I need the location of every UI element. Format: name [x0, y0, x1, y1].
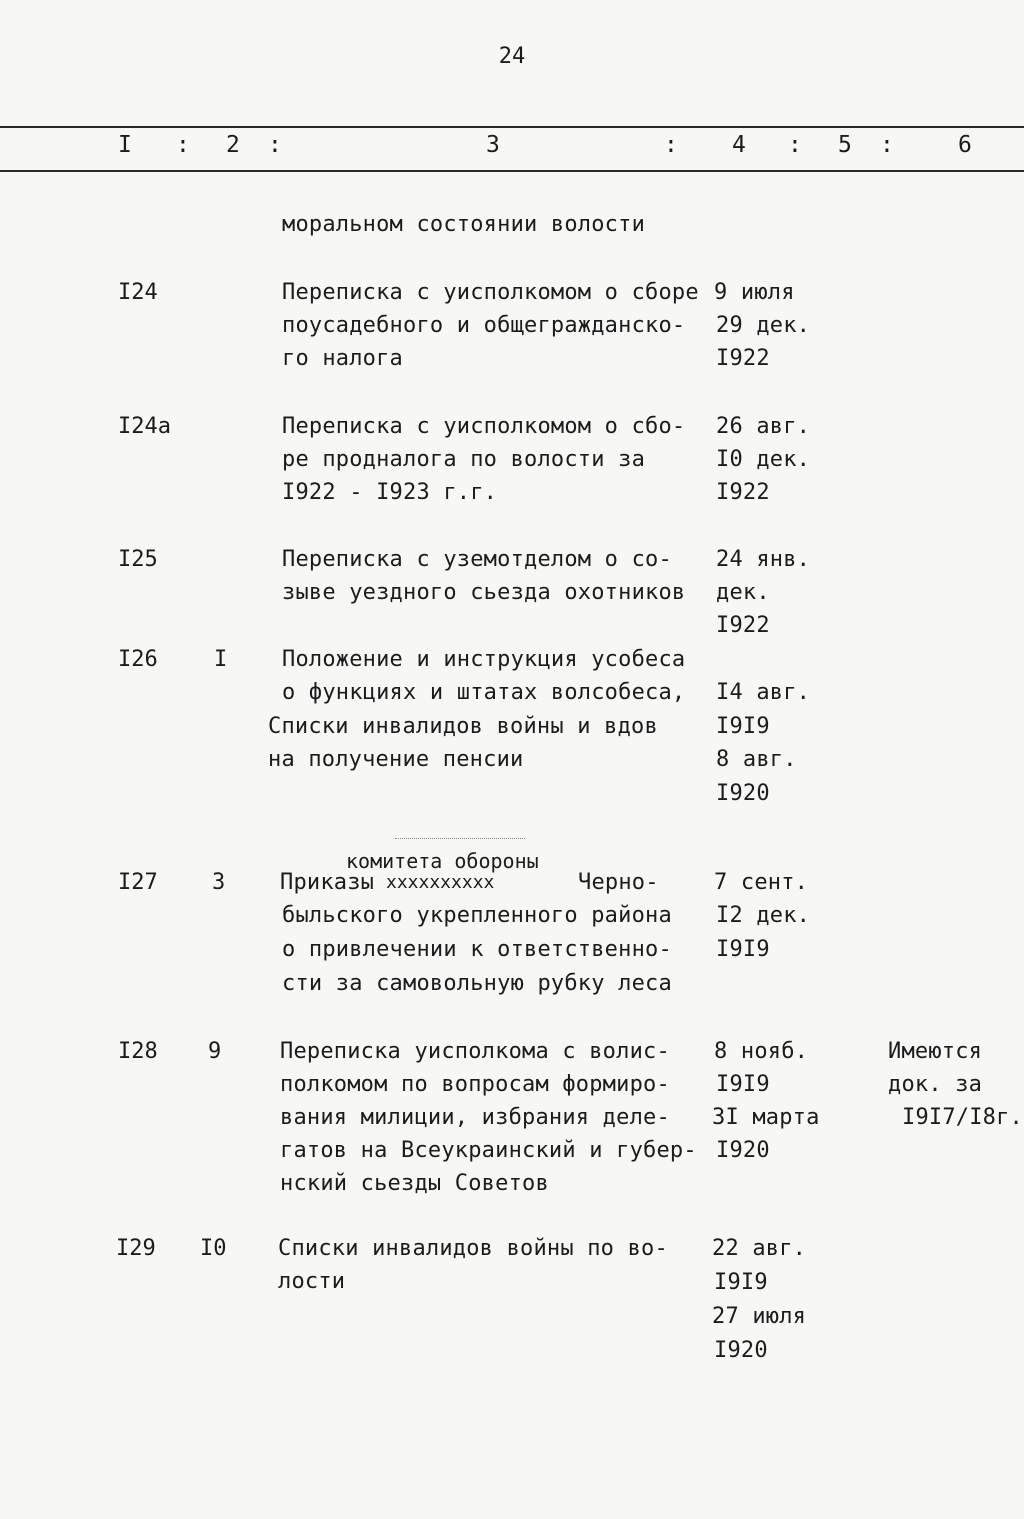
col-separator: : — [788, 132, 802, 158]
case-title-line: на получение пенсии — [268, 747, 524, 772]
case-date-line: дек. — [716, 580, 770, 605]
case-date-line: I920 — [716, 781, 770, 806]
case-title-line: I922 - I923 г.г. — [282, 480, 498, 505]
case-number: I25 — [118, 547, 158, 572]
case-title-line: Переписка с уисполкомом о сбо- — [282, 414, 686, 439]
case-date-line: I9I9 — [714, 1270, 768, 1295]
case-note-line: I9I7/I8г. — [902, 1105, 1024, 1130]
case-date-line: 29 дек. — [716, 313, 811, 338]
case-date-line: I9I9 — [716, 937, 770, 962]
case-date-line: I4 авг. — [716, 680, 811, 705]
header-top-rule — [0, 126, 1024, 128]
case-title-line: нский сьезды Советов — [280, 1171, 549, 1196]
case-date-line: I920 — [714, 1338, 768, 1363]
case-date-line: 24 янв. — [716, 547, 811, 572]
struck-out-text: хххххххххх — [386, 872, 495, 893]
case-title-line: вания милиции, избрания деле- — [280, 1105, 670, 1130]
case-title-line: Черно- — [578, 870, 659, 895]
case-title-line: лости — [278, 1269, 346, 1294]
case-date-line: 22 авг. — [712, 1236, 807, 1261]
case-title-line: го налога — [282, 346, 404, 371]
case-date-line: I922 — [716, 613, 770, 638]
case-date-line: I922 — [716, 346, 770, 371]
case-title-line: Переписка с уисполкомом о сборе — [282, 280, 699, 305]
col-header-1: I — [118, 132, 132, 158]
case-number: I24а — [118, 414, 171, 439]
sheet-number: 9 — [208, 1039, 222, 1064]
col-header-5: 5 — [838, 132, 852, 158]
case-title-line: Переписка уисполкома с волис- — [280, 1039, 670, 1064]
continuation-line: моральном состоянии волости — [282, 212, 646, 237]
case-title-line: Списки инвалидов войны по во- — [278, 1236, 668, 1261]
case-number: I24 — [118, 280, 158, 305]
insertion-guide — [395, 838, 525, 839]
sheet-number: I0 — [200, 1236, 227, 1261]
case-title-line: быльского укрепленного района — [282, 903, 672, 928]
sheet-number: 3 — [212, 870, 226, 895]
case-date-line: I0 дек. — [716, 447, 811, 472]
case-title-line: Положение и инструкция усобеса — [282, 647, 686, 672]
case-number: I28 — [118, 1039, 158, 1064]
case-number: I26 — [118, 647, 158, 672]
case-date-line: 8 нояб. — [714, 1039, 809, 1064]
case-title-line: о привлечении к ответственно- — [282, 937, 672, 962]
case-date-line: 7 сент. — [714, 870, 809, 895]
page-number: 24 — [498, 44, 526, 69]
case-title-line: поусадебного и общегражданско- — [282, 313, 686, 338]
case-title-line: сти за самовольную рубку леса — [282, 971, 672, 996]
case-date-line: 9 июля — [714, 280, 795, 305]
case-number: I27 — [118, 870, 158, 895]
case-note-line: док. за — [888, 1072, 983, 1097]
col-header-2: 2 — [226, 132, 240, 158]
case-date-line: 8 авг. — [716, 747, 797, 772]
case-title-line: зыве уездного сьезда охотников — [282, 580, 686, 605]
case-title-line: полкомом по вопросам формиро- — [280, 1072, 670, 1097]
handwritten-insertion: комитета обороны — [346, 849, 539, 873]
case-number: I29 — [116, 1236, 156, 1261]
case-date-line: I2 дек. — [716, 903, 811, 928]
col-header-4: 4 — [732, 132, 746, 158]
case-date-line: 27 июля — [712, 1304, 807, 1329]
col-separator: : — [268, 132, 282, 158]
case-date-line: 26 авг. — [716, 414, 811, 439]
col-separator: : — [664, 132, 678, 158]
case-date-line: I920 — [716, 1138, 770, 1163]
col-header-3: 3 — [486, 132, 500, 158]
case-date-line: I922 — [716, 480, 770, 505]
col-separator: : — [880, 132, 894, 158]
case-note-line: Имеются — [888, 1039, 983, 1064]
case-title-line: Переписка с уземотделом о со- — [282, 547, 672, 572]
case-date-line: 3I марта — [712, 1105, 820, 1130]
case-title-line: гатов на Всеукраинский и губер- — [280, 1138, 697, 1163]
case-date-line: I9I9 — [716, 1072, 770, 1097]
case-title-line: Приказы — [280, 870, 375, 895]
sheet-number: I — [214, 647, 228, 672]
case-title-line: о функциях и штатах волсобеса, — [282, 680, 686, 705]
case-title-line: Списки инвалидов войны и вдов — [268, 714, 658, 739]
col-header-6: 6 — [958, 132, 972, 158]
header-bottom-rule — [0, 170, 1024, 172]
case-date-line: I9I9 — [716, 714, 770, 739]
col-separator: : — [176, 132, 190, 158]
case-title-line: ре продналога по волости за — [282, 447, 646, 472]
